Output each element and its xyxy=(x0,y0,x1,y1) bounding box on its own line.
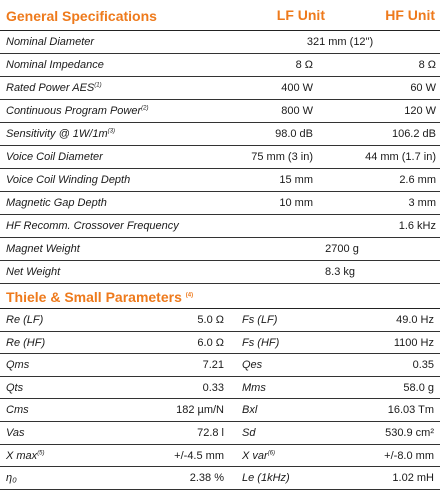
ts-param-value: 5.0 Ω xyxy=(197,314,224,326)
lf-unit-heading: LF Unit xyxy=(276,7,325,23)
spec-label: Voice Coil Winding Depth xyxy=(6,174,131,186)
spec-row xyxy=(0,261,440,284)
spec-value-lf: 98.0 dB xyxy=(275,128,313,140)
ts-param-label: Le (1kHz) xyxy=(242,472,290,485)
spec-value-hf: 2.6 mm xyxy=(399,174,436,186)
general-specifications-table xyxy=(0,31,440,284)
spec-row xyxy=(0,146,440,169)
spec-row xyxy=(0,238,440,261)
spec-label: Nominal Impedance xyxy=(6,59,104,71)
spec-label: Net Weight xyxy=(6,266,61,278)
spec-value-lf: 400 W xyxy=(281,82,313,94)
ts-param-value: 7.21 xyxy=(202,359,224,372)
ts-param-label: Sd xyxy=(242,426,256,439)
spec-value-lf: 800 W xyxy=(281,105,313,117)
ts-param-row xyxy=(0,377,440,400)
ts-param-label: Fs (LF) xyxy=(242,314,278,326)
ts-param-label: Fs (HF) xyxy=(242,336,280,349)
ts-param-value: 58.0 g xyxy=(403,381,434,394)
ts-param-label: X var$^{(6)}$ xyxy=(242,449,276,462)
ts-param-value: 530.9 cm² xyxy=(385,426,434,439)
thiele-small-header xyxy=(0,284,440,309)
ts-param-label: Mms xyxy=(242,381,266,394)
spec-value-hf: 3 mm xyxy=(408,197,436,209)
hf-unit-heading: HF Unit xyxy=(385,7,435,23)
ts-param-label: η₀ xyxy=(6,472,17,485)
spec-label: Nominal Diameter xyxy=(6,36,95,48)
ts-param-value: 49.0 Hz xyxy=(396,314,434,326)
spec-value-hf: 44 mm (1.7 in) xyxy=(365,151,436,163)
ts-param-value: 0.33 xyxy=(202,381,224,394)
general-specifications-title: General Specifications xyxy=(6,8,157,24)
ts-param-value: 2.38 % xyxy=(189,472,224,485)
ts-param-label: Cms xyxy=(6,404,29,417)
ts-param-row xyxy=(0,332,440,355)
spec-value-lf: 15 mm xyxy=(279,174,313,186)
ts-param-label: X $\max^{(5)}$ xyxy=(6,449,45,462)
ts-param-row xyxy=(0,422,440,445)
ts-param-row xyxy=(0,354,440,377)
ts-param-row xyxy=(0,445,440,468)
spec-value-lf: 10 mm xyxy=(279,197,313,209)
ts-param-row xyxy=(0,399,440,422)
ts-param-label: Vas xyxy=(6,426,25,439)
spec-row xyxy=(0,192,440,215)
spec-value-hf: 106.2 dB xyxy=(391,128,436,140)
ts-param-row xyxy=(0,309,440,332)
ts-param-value: 6.0 Ω xyxy=(197,336,224,349)
spec-value-hf: 1.6 kHz xyxy=(398,220,436,232)
spec-value-hf: 120 W xyxy=(404,105,436,117)
ts-param-value: 182 µm/N xyxy=(176,404,224,417)
spec-row xyxy=(0,169,440,192)
spec-label: Magnet Weight xyxy=(6,243,80,255)
ts-param-value: 1100 Hz xyxy=(393,336,434,349)
spec-row xyxy=(0,100,440,123)
ts-param-value: +/-8.0 mm xyxy=(384,449,434,462)
ts-param-label: Re (LF) xyxy=(6,314,44,326)
ts-param-label: Qms xyxy=(6,359,30,372)
spec-label: Continuous Program Power$^{(2)}$ xyxy=(6,105,149,117)
spec-value-lf: 8 Ω xyxy=(295,59,313,71)
thiele-small-title: Thiele & Small Parameters $^{(4)}$ xyxy=(6,289,194,305)
spec-row xyxy=(0,31,440,54)
ts-param-value: 72.8 l xyxy=(197,426,224,439)
ts-param-label: Bxl xyxy=(242,404,258,417)
ts-param-label: Qts xyxy=(6,381,24,394)
spec-value-combined: 8.3 kg xyxy=(325,266,355,278)
spec-label: Magnetic Gap Depth xyxy=(6,197,107,209)
spec-value-combined: 2700 g xyxy=(325,243,359,255)
spec-row xyxy=(0,54,440,77)
ts-param-value: +/-4.5 mm xyxy=(174,449,224,462)
ts-param-label: Re (HF) xyxy=(6,336,46,349)
spec-row xyxy=(0,77,440,100)
ts-param-value: 16.03 Tm xyxy=(387,404,434,417)
spec-row xyxy=(0,215,440,238)
spec-label: Sensitivity @ $1W/1m^{(3)}$ xyxy=(6,128,115,140)
spec-row xyxy=(0,123,440,146)
spec-value-lf: 75 mm (3 in) xyxy=(251,151,313,163)
general-specifications-header xyxy=(0,0,440,31)
ts-param-row xyxy=(0,467,440,490)
spec-value-combined: 321 mm (12") xyxy=(306,36,374,48)
spec-label: HF Recomm. Crossover Frequency xyxy=(6,220,179,232)
thiele-small-table xyxy=(0,309,440,490)
ts-param-value: 1.02 mH xyxy=(392,472,434,485)
spec-value-hf: 8 Ω xyxy=(418,59,436,71)
ts-param-label: Qes xyxy=(242,359,263,372)
spec-label: Rated Power AES$^{(1)}$ xyxy=(6,82,102,94)
spec-value-hf: 60 W xyxy=(410,82,436,94)
spec-label: Voice Coil Diameter xyxy=(6,151,103,163)
ts-param-value: 0.35 xyxy=(412,359,434,372)
